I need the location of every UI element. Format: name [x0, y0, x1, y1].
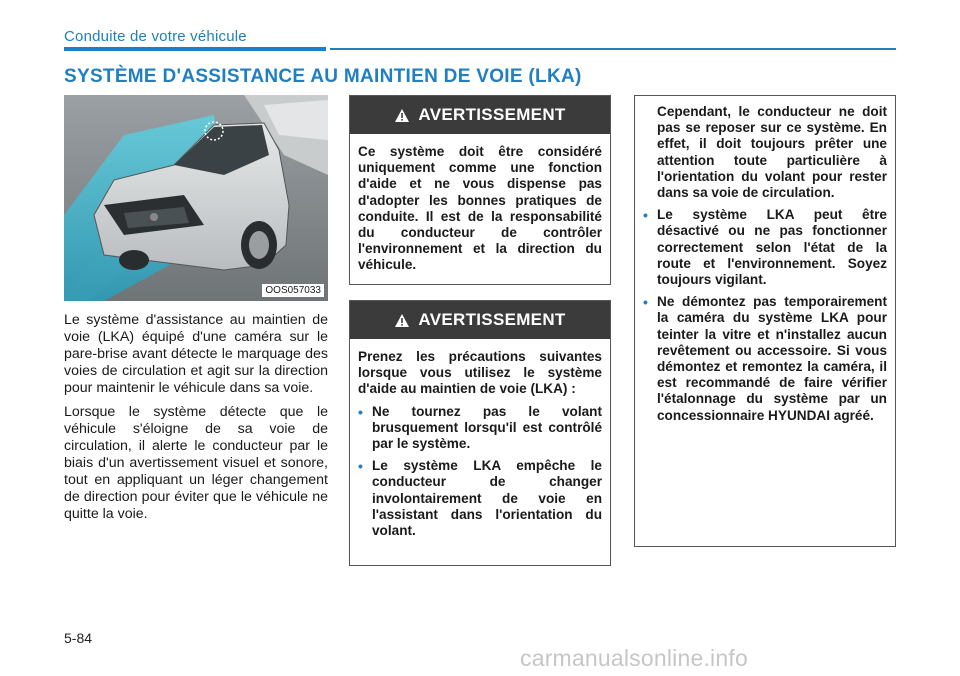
bullet-icon: •	[358, 403, 363, 420]
list-item-text: Ne démontez pas temporairement la caméra du système LKA pour teinter la vitre et n'installez aucun revêtement ou accessoire. Si vous démontez et remontez la caméra, il est recommandé de faire vérifier l'étalonnage du système par un concessionnaire HYUNDAI agréé.	[657, 294, 887, 423]
warning-text: Ce système doit être considéré uniquement comme une fonction d'aide et ne vous dispense pas d'adopter les bonnes pratiques de conduite. Il est de la responsabilité du conducteur de contrôler l'environnement et la direction du véhicule.	[358, 144, 602, 273]
warning-box-2	[349, 300, 611, 566]
warning-header	[350, 96, 610, 134]
page-number: 5-84	[64, 630, 93, 646]
section-header: Conduite de votre véhicule	[64, 28, 247, 45]
bullet-icon: •	[643, 294, 648, 311]
header-rule-thick	[64, 47, 326, 51]
figure-code: OOS057033	[262, 284, 324, 297]
warning-box-1	[349, 95, 611, 285]
body-paragraph: Le système d'assistance au maintien de voie (LKA) équipé d'une caméra sur le pare-brise avant détecte le marquage des voies de circulation et agit sur la direction pour maintenir le véhicule dans sa voie.	[64, 312, 328, 396]
page-title: SYSTÈME D'ASSISTANCE AU MAINTIEN DE VOIE (LKA)	[64, 66, 582, 87]
header-rule-thin	[330, 48, 896, 50]
warning-heading: AVERTISSEMENT	[418, 310, 566, 329]
list-item	[643, 294, 887, 424]
list-item-text: Le système LKA peut être désactivé ou ne pas fonctionner correctement selon l'état de la route et l'environnement. Soyez toujours vigilant.	[657, 207, 887, 288]
list-item	[643, 207, 887, 288]
warning-list	[358, 404, 602, 540]
warning-heading: AVERTISSEMENT	[418, 105, 566, 124]
car-camera-icon	[64, 95, 328, 301]
continuation-content	[635, 96, 895, 438]
warning-continuation-box	[634, 95, 896, 547]
warning-header	[350, 301, 610, 339]
bullet-icon: •	[643, 207, 648, 224]
watermark: carmanualsonline.info	[520, 645, 748, 671]
warning-triangle-icon	[394, 313, 410, 328]
warning-intro: Prenez les précautions suivantes lorsque vous utilisez le système d'aide au maintien de voie (LKA) :	[358, 349, 602, 397]
warning-triangle-icon	[394, 108, 410, 123]
list-item	[358, 404, 602, 453]
warning-content	[350, 339, 610, 553]
continuation-lead: Cependant, le conducteur ne doit pas se reposer sur ce système. En effet, il doit toujours prêter une attention toute particulière à l'orientation du volant pour rester dans sa voie de circulation.	[657, 104, 887, 201]
body-text	[64, 312, 328, 530]
bullet-icon: •	[358, 458, 363, 475]
body-paragraph: Lorsque le système détecte que le véhicule s'éloigne de sa voie de circulation, il alerte le conducteur par le biais d'un avertissement visuel et sonore, tout en appliquant un léger changement de direction pour éviter que le véhicule ne quitte la voie.	[64, 404, 328, 522]
list-item-text: Ne tournez pas le volant brusquement lorsqu'il est contrôlé par le système.	[372, 403, 602, 452]
list-item-text: Le système LKA empêche le conducteur de changer involontairement de voie en l'assistant dans l'orientation du volant.	[372, 458, 602, 539]
list-item	[358, 458, 602, 539]
lka-camera-illustration	[64, 95, 328, 301]
continuation-list	[643, 207, 887, 424]
